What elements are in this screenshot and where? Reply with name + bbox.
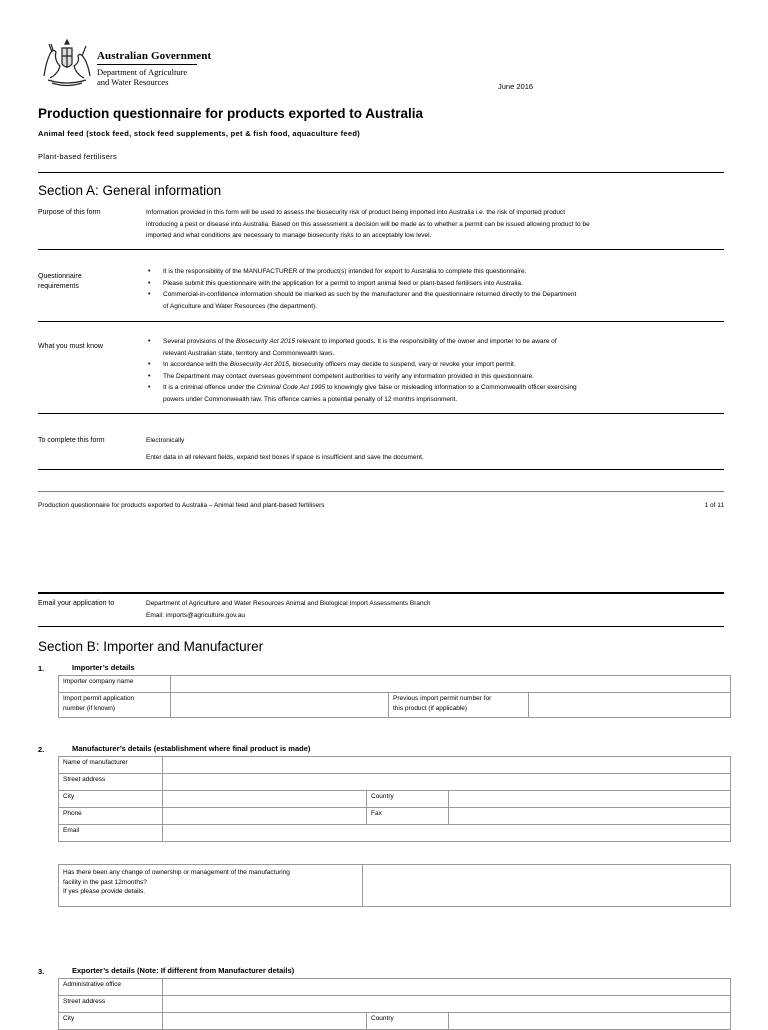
question-number: 2. [38, 745, 45, 754]
purpose-text: Information provided in this form will be used to assess the biosecurity risk of product being imported into Australia i.e. the risk of imported product introducing a pest or disease into Australia. Based on this assessment a decision will be made as to whether a permit can be issued allowing product to be imported and what conditions are necessary to manage biosecurity risks to an acceptably low level. [146, 209, 590, 239]
ownership-change-input[interactable] [363, 865, 731, 907]
email-details: Department of Agriculture and Water Resources Animal and Biological Import Assessments Branch Email: imports@agriculture.gov.au [146, 600, 431, 619]
importer-company-input[interactable] [171, 676, 731, 693]
manufacturer-details-heading: Manufacturer’s details (establishment where final product is made) [72, 744, 311, 753]
government-name: Australian Government [97, 50, 212, 62]
phone-input[interactable] [163, 808, 367, 825]
email-input[interactable] [163, 825, 731, 842]
complete-method: Electronically [146, 437, 185, 444]
exporter-details-heading: Exporter’s details (Note: If different from Manufacturer details) [72, 966, 295, 975]
document-date: June 2016 [498, 82, 534, 91]
footer-rule [38, 491, 724, 492]
list-item: • The Department may contact overseas government competent authorities to verify any information provided in this questionnaire. [146, 371, 726, 383]
list-item: • Several provisions of the Biosecurity Act 2015 relevant to imported goods. It is the responsibility of the owner and importer to be aware of relevant Australian state, territory and Commonwealth laws. [146, 336, 726, 359]
street-address-label: Street address [59, 774, 163, 791]
purpose-label: Purpose of this form [38, 209, 101, 216]
question-number: 1. [38, 664, 45, 673]
email-field-label: Email [59, 825, 163, 842]
city-input[interactable] [163, 1013, 367, 1030]
divider [38, 321, 724, 322]
exporter-details-table [58, 978, 731, 1030]
phone-label: Phone [59, 808, 163, 825]
fax-label: Fax [367, 808, 449, 825]
street-address-label: Street address [59, 996, 163, 1013]
coat-of-arms-icon [40, 38, 94, 88]
street-address-input[interactable] [163, 774, 731, 791]
page-number: 1 of 11 [704, 502, 724, 509]
list-item: • Commercial-in-confidence information should be marked as such by the manufacturer and the questionnaire returned directly to the Department of Agriculture and Water Resources (the department). [146, 289, 726, 312]
question-number: 3. [38, 967, 45, 976]
country-label: Country [367, 791, 449, 808]
ownership-change-label: Has there been any change of ownership or management of the manufacturing facility in the past 12months? If yes please provide details. [59, 865, 363, 907]
administrative-office-label: Administrative office [59, 979, 163, 996]
complete-label: To complete this form [38, 437, 105, 444]
section-a-title: Section A: General information [38, 183, 222, 198]
importer-company-label: Importer company name [59, 676, 171, 693]
manufacturer-details-table [58, 756, 731, 842]
manufacturer-name-label: Name of manufacturer [59, 757, 163, 774]
email-label: Email your application to [38, 600, 115, 607]
requirements-label: Questionnaire requirements [38, 273, 82, 290]
list-item: • It is a criminal offence under the Criminal Code Act 1995 to knowingly give false or misleading information to a Commonwealth officer exercising powers under Commonwealth law. This offence carries a potential penalty of 12 months imprisonment. [146, 382, 726, 405]
divider [38, 592, 724, 594]
list-item: • It is the responsibility of the MANUFACTURER of the product(s) intended for export to Australia to complete this questionnaire. [146, 266, 726, 278]
footer-title: Production questionnaire for products exported to Australia – Animal feed and plant-based fertilisers [38, 502, 325, 509]
city-label: City [59, 1013, 163, 1030]
country-input[interactable] [449, 791, 731, 808]
complete-instructions: Enter data in all relevant fields, expand text boxes if space is insufficient and save the document. [146, 454, 424, 461]
divider [38, 413, 724, 414]
ownership-change-table [58, 864, 731, 907]
logo-divider [97, 64, 197, 65]
previous-permit-label: Previous import permit number for this product (if applicable) [389, 693, 529, 718]
country-label: Country [367, 1013, 449, 1030]
previous-permit-input[interactable] [529, 693, 731, 718]
permit-number-input[interactable] [171, 693, 389, 718]
administrative-office-input[interactable] [163, 979, 731, 996]
requirements-list [146, 266, 726, 312]
importer-details-heading: Importer’s details [72, 663, 135, 672]
city-input[interactable] [163, 791, 367, 808]
fax-input[interactable] [449, 808, 731, 825]
importer-details-table [58, 675, 731, 718]
what-you-must-know-list [146, 336, 726, 405]
what-you-must-know-label: What you must know [38, 343, 103, 350]
divider [38, 172, 724, 173]
list-item: • In accordance with the Biosecurity Act 2015, biosecurity officers may decide to suspend, vary or revoke your import permit. [146, 359, 726, 371]
manufacturer-name-input[interactable] [163, 757, 731, 774]
department-name: Department of Agriculture and Water Resources [97, 67, 188, 87]
divider [38, 626, 724, 627]
country-input[interactable] [449, 1013, 731, 1030]
permit-number-label: Import permit application number (if known) [59, 693, 171, 718]
list-item: • Please submit this questionnaire with the application for a permit to import animal feed or plant-based fertilisers into Australia. [146, 278, 726, 290]
document-subtitle-feed: Animal feed (stock feed, stock feed supplements, pet & fish food, aquaculture feed) [38, 129, 361, 138]
city-label: City [59, 791, 163, 808]
divider [38, 249, 724, 250]
document-title: Production questionnaire for products exported to Australia [38, 106, 424, 121]
document-subtitle-fertilisers: Plant-based fertilisers [38, 152, 118, 161]
street-address-input[interactable] [163, 996, 731, 1013]
divider [38, 469, 724, 470]
section-b-title: Section B: Importer and Manufacturer [38, 639, 264, 654]
